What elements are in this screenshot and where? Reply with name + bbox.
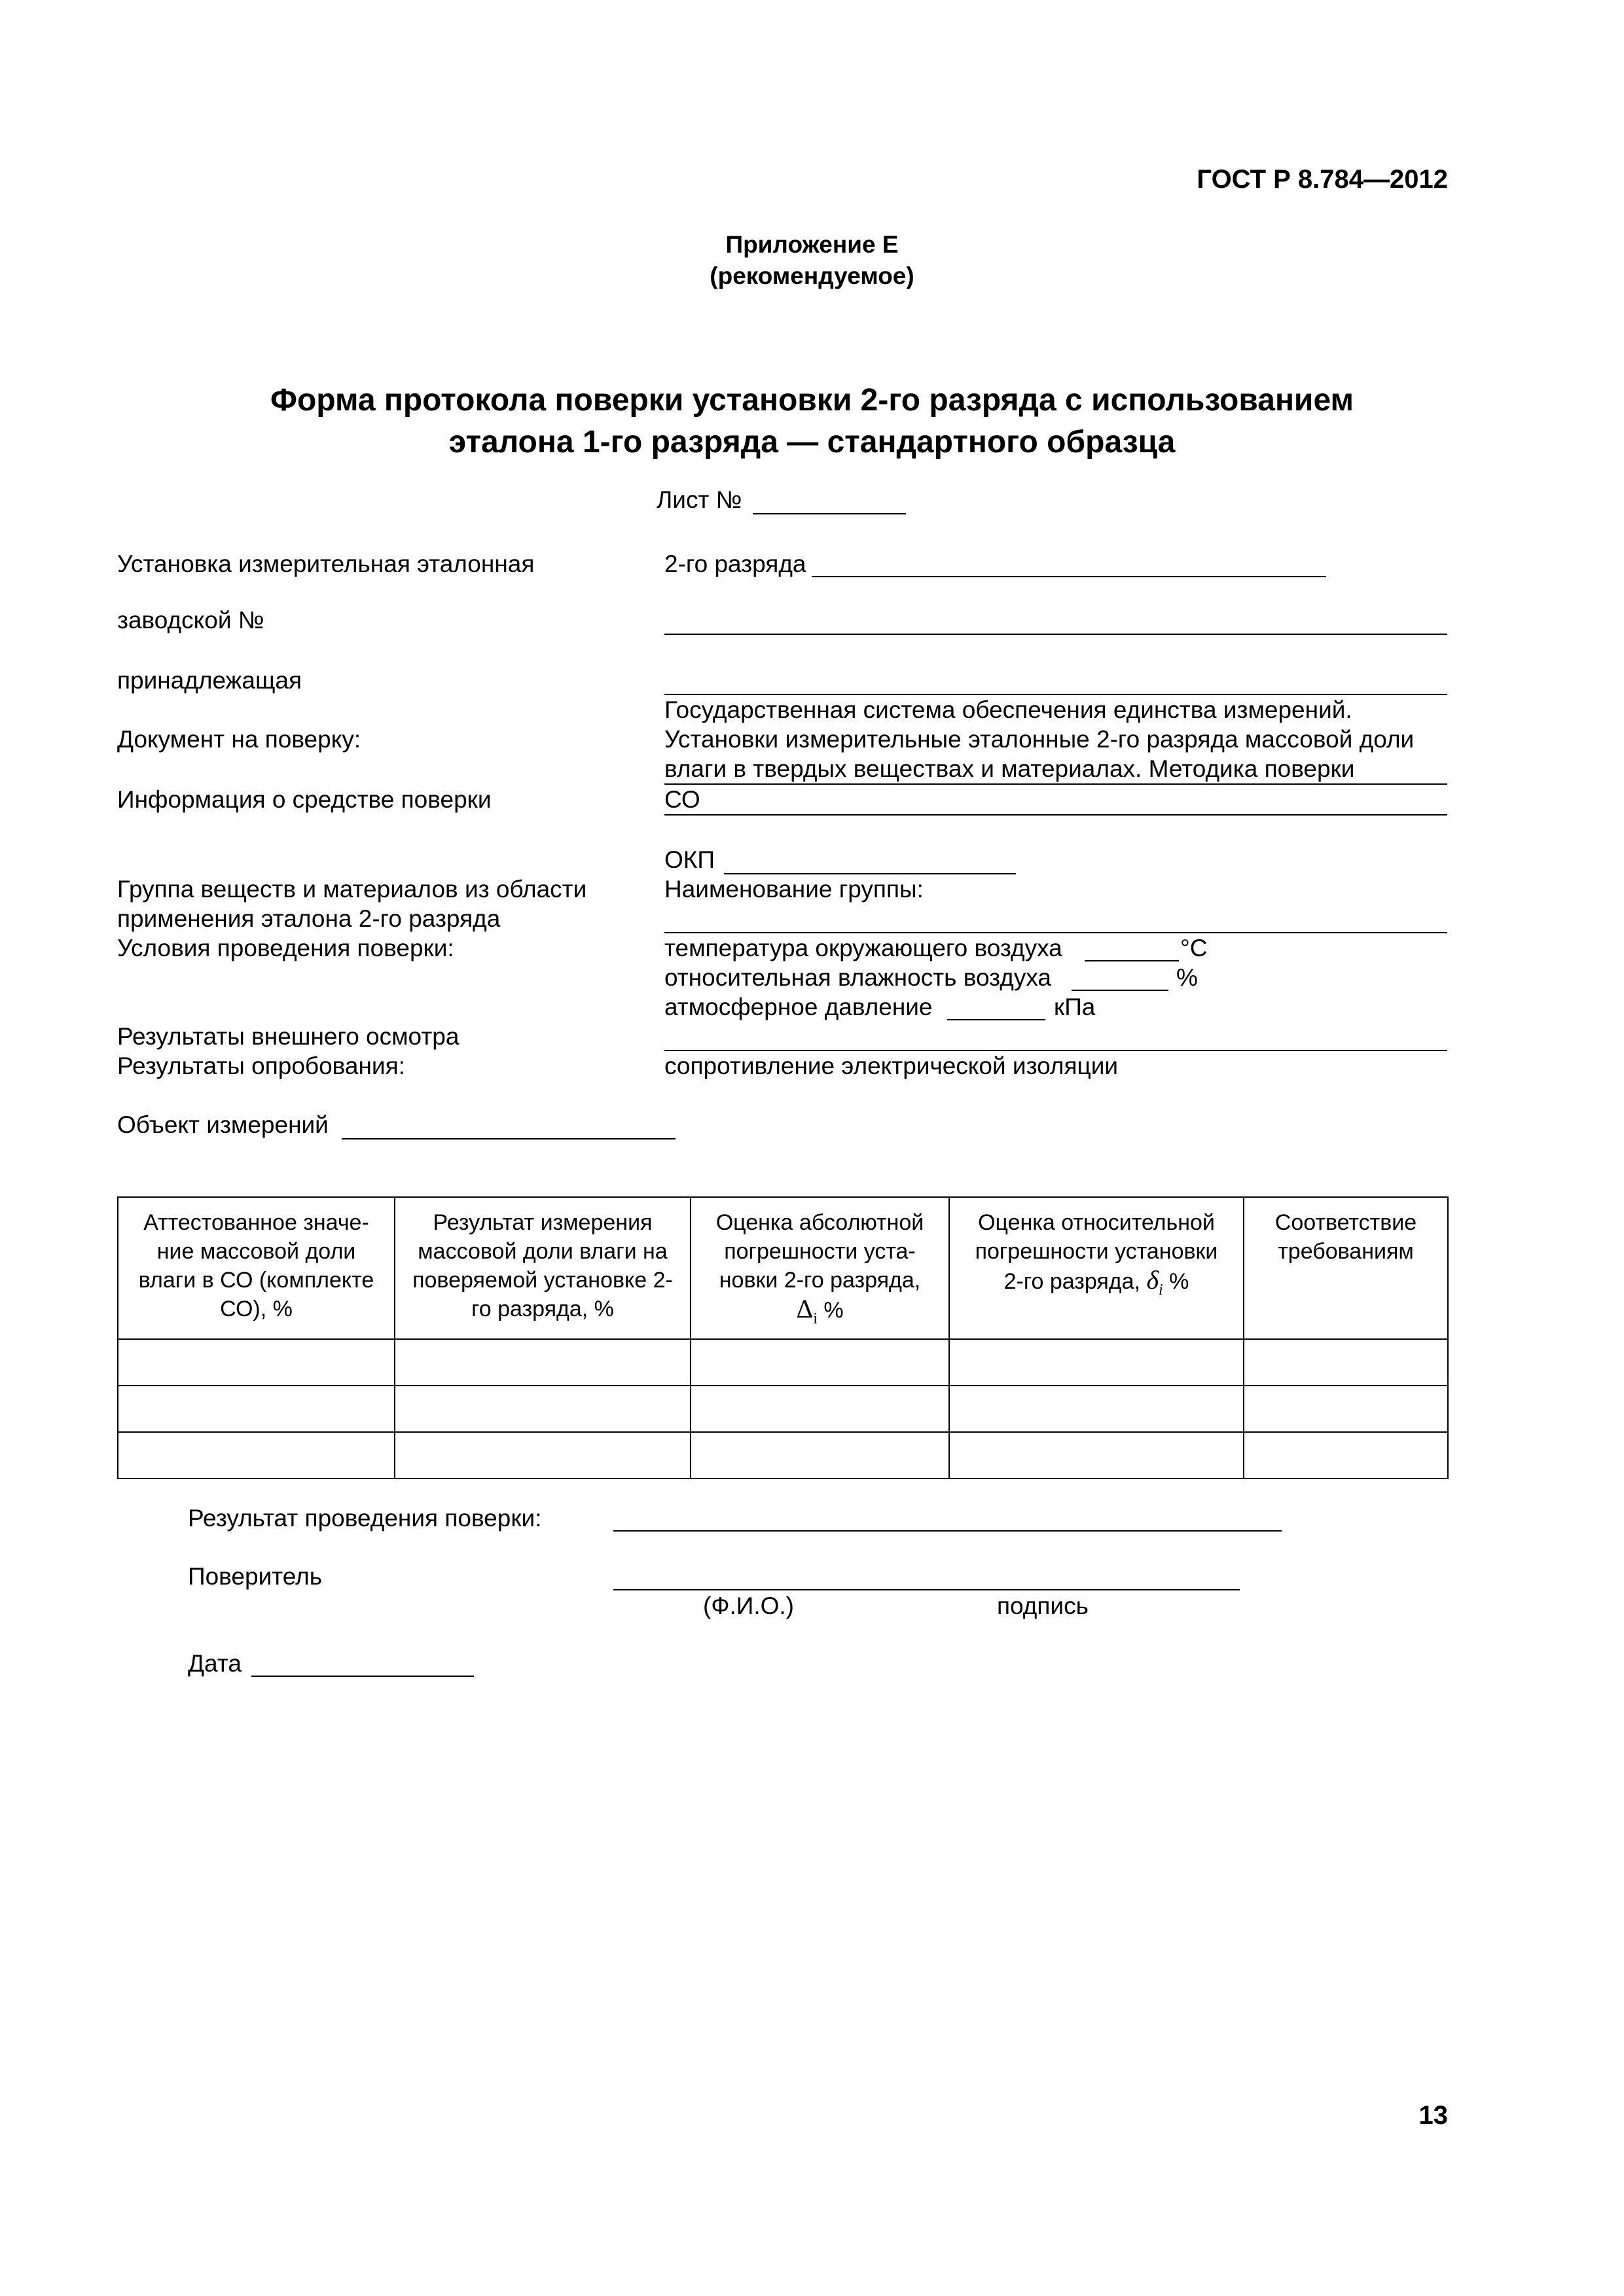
conditions-label: Условия проведения поверки:: [117, 935, 454, 961]
okp-label: ОКП: [664, 846, 715, 873]
verifier-label: Поверитель: [188, 1563, 322, 1590]
group-label-line-2: применения эталона 2-го разряда: [117, 905, 501, 932]
header-measurement-result: Результат измерения массовой доли влаги на поверяемой установке 2- го разряда, %: [395, 1197, 691, 1339]
okp-field[interactable]: [724, 873, 1016, 874]
testing-label: Результаты опробования:: [117, 1052, 405, 1079]
table-cell[interactable]: [118, 1386, 395, 1432]
table-cell[interactable]: [118, 1432, 395, 1479]
table-cell[interactable]: [1244, 1386, 1448, 1432]
result-field[interactable]: [613, 1530, 1282, 1532]
result-label: Результат проведения поверки:: [188, 1505, 542, 1532]
header-compliance: Соответствие требованиям: [1244, 1197, 1448, 1339]
date-field[interactable]: [251, 1676, 474, 1677]
testing-value: сопротивление электрической изоляции: [664, 1052, 1119, 1079]
delta-small-symbol: $\delta_i$: [1146, 1265, 1163, 1299]
form-title-line-2: эталона 1-го разряда — стандартного образца: [448, 425, 1176, 459]
header-absolute-error: Оценка абсолютной погрешности уста- новки 2-го разряда, $\Delta_i$ %: [691, 1197, 949, 1339]
measurement-object-label: Объект измерений: [117, 1111, 329, 1138]
table-cell[interactable]: [691, 1386, 949, 1432]
document-value-line-2: Установки измерительные эталонные 2-го разряда массовой доли: [664, 726, 1415, 753]
results-table: [117, 1196, 1449, 1479]
temperature-unit: °С: [1180, 935, 1208, 961]
pressure-label: атмосферное давление: [664, 994, 933, 1020]
installation-field[interactable]: [812, 576, 1326, 577]
table-cell[interactable]: [1244, 1432, 1448, 1479]
pressure-field[interactable]: [947, 1019, 1045, 1020]
group-name-label: Наименование группы:: [664, 876, 924, 903]
verifier-field[interactable]: [613, 1589, 1240, 1590]
fio-caption: (Ф.И.О.): [703, 1592, 794, 1619]
verification-means-label: Информация о средстве поверки: [117, 786, 492, 813]
table-cell[interactable]: [1244, 1339, 1448, 1386]
appendix-title: Приложение Е: [725, 231, 899, 258]
visual-inspection-label: Результаты внешнего осмотра: [117, 1023, 460, 1050]
installation-value: 2-го разряда: [664, 550, 806, 577]
appendix-note: (рекомендуемое): [710, 262, 914, 289]
table-cell[interactable]: [395, 1432, 691, 1479]
table-row: [118, 1386, 1448, 1432]
temperature-label: температура окружающего воздуха: [664, 935, 1062, 961]
form-title-line-1: Форма протокола поверки установки 2-го разряда с использованием: [270, 383, 1354, 418]
header-certified-value: Аттестованное значе- ние массовой доли влаги в СО (комплекте СО), %: [118, 1197, 395, 1339]
humidity-unit: %: [1176, 964, 1198, 991]
form-title: [0, 380, 1624, 463]
sheet-number-field[interactable]: [753, 513, 906, 514]
table-cell[interactable]: [949, 1339, 1244, 1386]
temperature-field[interactable]: [1085, 960, 1179, 961]
header-relative-error: Оценка относительной погрешности установки 2-го разряда, $\delta_i$ %: [949, 1197, 1244, 1339]
table-cell[interactable]: [691, 1339, 949, 1386]
table-header-row: [118, 1197, 1448, 1339]
sheet-number-label: Лист №: [657, 486, 742, 513]
measurement-object-field[interactable]: [342, 1138, 676, 1139]
verification-means-value: СО: [664, 786, 700, 813]
humidity-label: относительная влажность воздуха: [664, 964, 1052, 991]
document-underline: [664, 783, 1447, 785]
signature-caption: подпись: [997, 1592, 1089, 1619]
date-label: Дата: [188, 1650, 242, 1677]
verification-means-field[interactable]: [664, 814, 1447, 816]
table-cell[interactable]: [395, 1386, 691, 1432]
serial-number-label: заводской №: [117, 607, 264, 634]
document-value-line-3: влаги в твердых веществах и материалах. Методика поверки: [664, 755, 1355, 782]
installation-label: Установка измерительная эталонная: [117, 550, 535, 577]
table-cell[interactable]: [395, 1339, 691, 1386]
document-label: Документ на поверку:: [117, 726, 361, 753]
table-row: [118, 1432, 1448, 1479]
table-cell[interactable]: [691, 1432, 949, 1479]
humidity-field[interactable]: [1072, 990, 1168, 991]
document-value-line-1: Государственная система обеспечения единства измерений.: [664, 696, 1352, 723]
page-number: 13: [1418, 2101, 1448, 2130]
appendix-heading: [0, 229, 1624, 292]
visual-inspection-field[interactable]: [664, 1050, 1447, 1051]
owner-label: принадлежащая: [117, 667, 302, 694]
owner-field[interactable]: [664, 694, 1447, 695]
table-row: [118, 1339, 1448, 1386]
delta-symbol: $\Delta_i$: [796, 1294, 818, 1327]
table-cell[interactable]: [949, 1386, 1244, 1432]
pressure-unit: кПа: [1054, 994, 1096, 1020]
group-label-line-1: Группа веществ и материалов из области: [117, 876, 587, 903]
group-name-field[interactable]: [664, 932, 1447, 933]
document-code: ГОСТ Р 8.784—2012: [1197, 165, 1448, 194]
table-cell[interactable]: [949, 1432, 1244, 1479]
serial-number-field[interactable]: [664, 634, 1447, 635]
table-cell[interactable]: [118, 1339, 395, 1386]
